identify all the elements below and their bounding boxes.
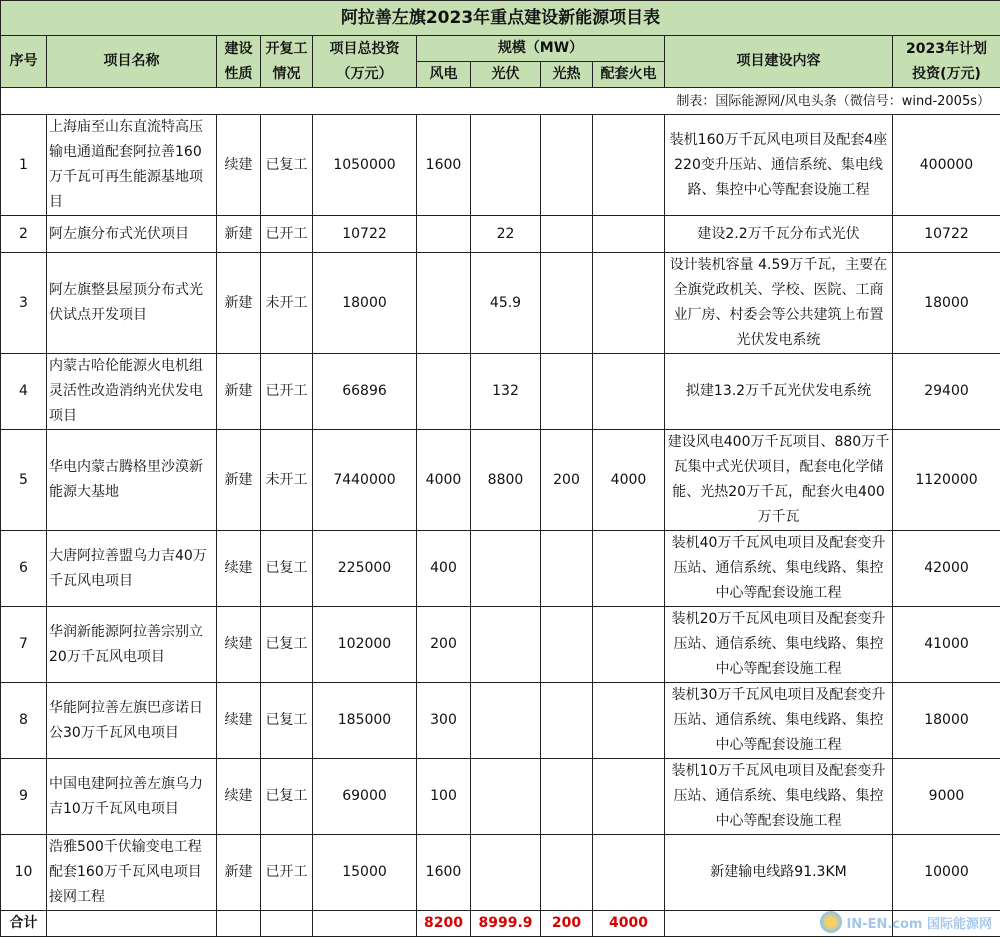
row-nature: 续建 xyxy=(217,683,261,759)
header-solar-thermal: 光热 xyxy=(541,62,593,88)
row-solar-thermal xyxy=(541,531,593,607)
table-row xyxy=(1,683,1000,759)
row-status: 未开工 xyxy=(261,253,313,354)
row-content: 装机30万千瓦风电项目及配套变升压站、通信系统、集电线路、集控中心等配套设施工程 xyxy=(665,683,893,759)
row-name: 华电内蒙古腾格里沙漠新能源大基地 xyxy=(47,430,217,531)
row-nature: 新建 xyxy=(217,253,261,354)
row-seq: 6 xyxy=(1,531,47,607)
row-pv: 8800 xyxy=(471,430,541,531)
row-pv xyxy=(471,835,541,911)
row-status: 已复工 xyxy=(261,531,313,607)
row-solar-thermal xyxy=(541,835,593,911)
row-nature: 续建 xyxy=(217,115,261,216)
row-pv: 45.9 xyxy=(471,253,541,354)
table-row xyxy=(1,430,1000,531)
header-name: 项目名称 xyxy=(47,36,217,88)
row-wind xyxy=(417,354,471,430)
row-status: 已开工 xyxy=(261,354,313,430)
total-thermal: 4000 xyxy=(593,911,665,937)
row-plan: 41000 xyxy=(893,607,1000,683)
row-investment: 15000 xyxy=(313,835,417,911)
row-name: 内蒙古哈伦能源火电机组灵活性改造消纳光伏发电项目 xyxy=(47,354,217,430)
row-solar-thermal xyxy=(541,253,593,354)
row-plan: 42000 xyxy=(893,531,1000,607)
row-seq: 7 xyxy=(1,607,47,683)
table-row xyxy=(1,115,1000,216)
row-seq: 5 xyxy=(1,430,47,531)
row-nature: 续建 xyxy=(217,759,261,835)
row-pv xyxy=(471,607,541,683)
row-solar-thermal xyxy=(541,216,593,253)
row-pv xyxy=(471,531,541,607)
header-status: 开复工 情况 xyxy=(261,36,313,88)
header-nature: 建设 性质 xyxy=(217,36,261,88)
row-name: 大唐阿拉善盟乌力吉40万千瓦风电项目 xyxy=(47,531,217,607)
row-wind xyxy=(417,253,471,354)
total-solar-thermal: 200 xyxy=(541,911,593,937)
row-content: 设计装机容量 4.59万千瓦，主要在全旗党政机关、学校、医院、工商业厂房、村委会等公共建筑上布置光伏发电系统 xyxy=(665,253,893,354)
row-wind: 400 xyxy=(417,531,471,607)
row-solar-thermal xyxy=(541,115,593,216)
row-solar-thermal xyxy=(541,683,593,759)
header-thermal: 配套火电 xyxy=(593,62,665,88)
row-solar-thermal xyxy=(541,607,593,683)
row-wind: 300 xyxy=(417,683,471,759)
row-plan: 10722 xyxy=(893,216,1000,253)
row-thermal xyxy=(593,253,665,354)
header-plan: 2023年计划 投资(万元) xyxy=(893,36,1000,88)
total-pv: 8999.9 xyxy=(471,911,541,937)
row-content: 装机10万千瓦风电项目及配套变升压站、通信系统、集电线路、集控中心等配套设施工程 xyxy=(665,759,893,835)
row-content: 建设风电400万千瓦项目、880万千瓦集中式光伏项目，配套电化学储能、光热20万千瓦，配套火电400万千瓦 xyxy=(665,430,893,531)
row-status: 已复工 xyxy=(261,115,313,216)
row-name: 阿左旗整县屋顶分布式光伏试点开发项目 xyxy=(47,253,217,354)
row-seq: 1 xyxy=(1,115,47,216)
row-pv: 22 xyxy=(471,216,541,253)
row-name: 华能阿拉善左旗巴彦诺日公30万千瓦风电项目 xyxy=(47,683,217,759)
row-nature: 新建 xyxy=(217,354,261,430)
row-nature: 续建 xyxy=(217,531,261,607)
row-name: 华润新能源阿拉善宗别立20万千瓦风电项目 xyxy=(47,607,217,683)
row-nature: 新建 xyxy=(217,835,261,911)
row-status: 已开工 xyxy=(261,835,313,911)
row-plan: 18000 xyxy=(893,683,1000,759)
row-investment: 1050000 xyxy=(313,115,417,216)
row-investment: 66896 xyxy=(313,354,417,430)
row-content: 装机160万千瓦风电项目及配套4座220变升压站、通信系统、集电线路、集控中心等配套设施工程 xyxy=(665,115,893,216)
row-investment: 10722 xyxy=(313,216,417,253)
row-status: 已复工 xyxy=(261,607,313,683)
row-plan: 10000 xyxy=(893,835,1000,911)
row-plan: 1120000 xyxy=(893,430,1000,531)
row-wind: 4000 xyxy=(417,430,471,531)
row-pv: 132 xyxy=(471,354,541,430)
row-seq: 2 xyxy=(1,216,47,253)
row-seq: 4 xyxy=(1,354,47,430)
row-investment: 102000 xyxy=(313,607,417,683)
row-wind: 100 xyxy=(417,759,471,835)
row-thermal xyxy=(593,531,665,607)
header-seq: 序号 xyxy=(1,36,47,88)
row-plan: 18000 xyxy=(893,253,1000,354)
source-note: 制表：国际能源网/风电头条（微信号：wind-2005s） xyxy=(1,88,1000,115)
row-wind: 1600 xyxy=(417,115,471,216)
header-wind: 风电 xyxy=(417,62,471,88)
row-status: 已开工 xyxy=(261,216,313,253)
row-thermal xyxy=(593,835,665,911)
row-thermal xyxy=(593,683,665,759)
header-content: 项目建设内容 xyxy=(665,36,893,88)
table-row xyxy=(1,835,1000,911)
row-thermal xyxy=(593,216,665,253)
row-pv xyxy=(471,683,541,759)
row-name: 中国电建阿拉善左旗乌力吉10万千瓦风电项目 xyxy=(47,759,217,835)
table-title: 阿拉善左旗2023年重点建设新能源项目表 xyxy=(1,1,1000,36)
row-solar-thermal xyxy=(541,354,593,430)
row-nature: 新建 xyxy=(217,216,261,253)
row-name: 上海庙至山东直流特高压输电通道配套阿拉善160万千瓦可再生能源基地项目 xyxy=(47,115,217,216)
row-investment: 7440000 xyxy=(313,430,417,531)
watermark-logo xyxy=(820,911,992,933)
row-seq: 8 xyxy=(1,683,47,759)
row-pv xyxy=(471,759,541,835)
row-thermal: 4000 xyxy=(593,430,665,531)
header-investment: 项目总投资 （万元） xyxy=(313,36,417,88)
row-seq: 10 xyxy=(1,835,47,911)
row-thermal xyxy=(593,759,665,835)
row-status: 未开工 xyxy=(261,430,313,531)
row-seq: 3 xyxy=(1,253,47,354)
row-thermal xyxy=(593,607,665,683)
row-name: 浩雅500千伏输变电工程配套160万千瓦风电项目接网工程 xyxy=(47,835,217,911)
row-content: 装机40万千瓦风电项目及配套变升压站、通信系统、集电线路、集控中心等配套设施工程 xyxy=(665,531,893,607)
row-wind xyxy=(417,216,471,253)
row-solar-thermal xyxy=(541,759,593,835)
row-content: 建设2.2万千瓦分布式光伏 xyxy=(665,216,893,253)
row-pv xyxy=(471,115,541,216)
row-content: 装机20万千瓦风电项目及配套变升压站、通信系统、集电线路、集控中心等配套设施工程 xyxy=(665,607,893,683)
row-solar-thermal: 200 xyxy=(541,430,593,531)
total-wind: 8200 xyxy=(417,911,471,937)
watermark-name: 国际能源网 xyxy=(926,916,992,932)
row-investment: 225000 xyxy=(313,531,417,607)
watermark-brand: IN-EN.com xyxy=(846,916,923,932)
table-row xyxy=(1,354,1000,430)
row-investment: 18000 xyxy=(313,253,417,354)
sun-logo-icon xyxy=(820,911,842,933)
row-wind: 200 xyxy=(417,607,471,683)
row-thermal xyxy=(593,115,665,216)
row-name: 阿左旗分布式光伏项目 xyxy=(47,216,217,253)
header-scale: 规模（MW） xyxy=(417,36,665,62)
row-seq: 9 xyxy=(1,759,47,835)
row-nature: 新建 xyxy=(217,430,261,531)
table-row xyxy=(1,253,1000,354)
row-plan: 29400 xyxy=(893,354,1000,430)
row-status: 已复工 xyxy=(261,759,313,835)
total-label: 合计 xyxy=(1,911,47,937)
row-plan: 400000 xyxy=(893,115,1000,216)
table-row xyxy=(1,607,1000,683)
row-status: 已复工 xyxy=(261,683,313,759)
row-plan: 9000 xyxy=(893,759,1000,835)
row-content: 拟建13.2万千瓦光伏发电系统 xyxy=(665,354,893,430)
row-content: 新建输电线路91.3KM xyxy=(665,835,893,911)
row-wind: 1600 xyxy=(417,835,471,911)
row-thermal xyxy=(593,354,665,430)
table-row xyxy=(1,216,1000,253)
row-investment: 185000 xyxy=(313,683,417,759)
table-row xyxy=(1,759,1000,835)
table-row xyxy=(1,531,1000,607)
row-investment: 69000 xyxy=(313,759,417,835)
header-pv: 光伏 xyxy=(471,62,541,88)
row-nature: 续建 xyxy=(217,607,261,683)
